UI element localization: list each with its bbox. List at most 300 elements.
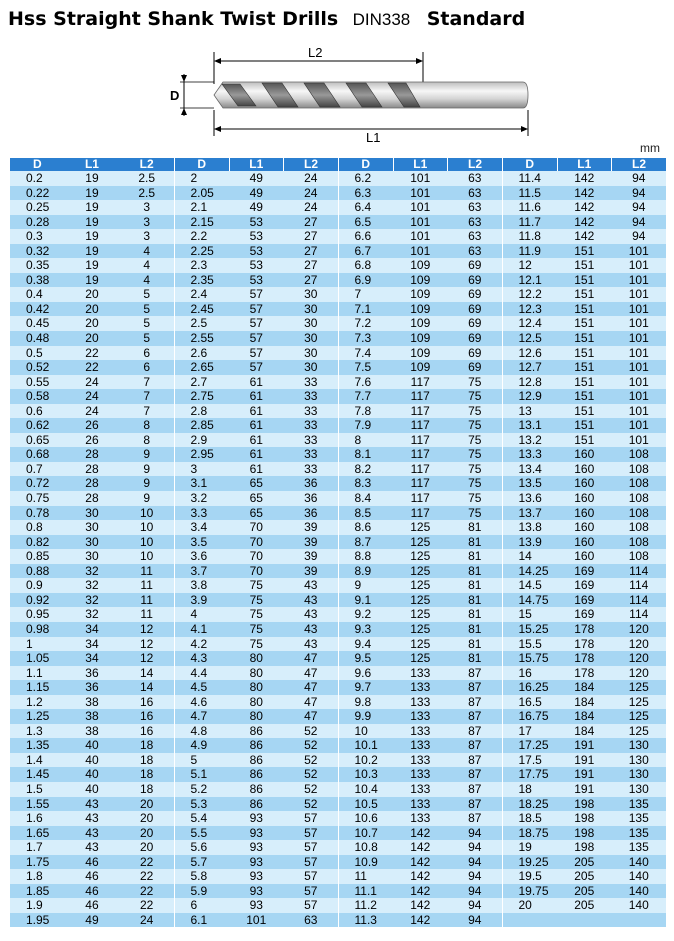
cell-l1: 75 — [229, 622, 284, 637]
cell-l1: 117 — [393, 375, 448, 390]
cell-d: 7.7 — [339, 389, 394, 404]
cell-d: 16.25 — [503, 680, 558, 695]
cell-d: 11.1 — [339, 884, 394, 899]
cell-d: 7.4 — [339, 346, 394, 361]
cell-l2: 43 — [284, 637, 339, 652]
cell-l1: 93 — [229, 840, 284, 855]
cell-d: 2.5 — [175, 316, 230, 331]
table-row — [339, 331, 503, 346]
cell-l1: 151 — [557, 418, 612, 433]
cell-d: 18.5 — [503, 811, 558, 826]
cell-l2: 69 — [448, 360, 503, 375]
cell-l1: 142 — [557, 200, 612, 215]
table-row — [175, 389, 339, 404]
table-row — [10, 404, 174, 419]
cell-d: 1.1 — [10, 666, 65, 681]
cell-d: 2.9 — [175, 433, 230, 448]
cell-d: 8.6 — [339, 520, 394, 535]
cell-l2: 114 — [612, 578, 667, 593]
table-row — [339, 637, 503, 652]
cell-l1: 57 — [229, 346, 284, 361]
table-row — [339, 913, 503, 928]
cell-l1: 49 — [229, 186, 284, 201]
cell-l1: 80 — [229, 695, 284, 710]
table-row — [175, 753, 339, 768]
table-row — [503, 578, 667, 593]
cell-d: 10.6 — [339, 811, 394, 826]
cell-l2: 22 — [119, 869, 174, 884]
table-row — [339, 695, 503, 710]
page-title — [8, 6, 525, 32]
cell-d: 1.5 — [10, 782, 65, 797]
table-row — [503, 738, 667, 753]
cell-l2: 27 — [284, 244, 339, 259]
cell-l2: 108 — [612, 491, 667, 506]
cell-l2: 27 — [284, 215, 339, 230]
cell-l2: 52 — [284, 738, 339, 753]
cell-l1: 24 — [65, 375, 120, 390]
cell-d: 13.4 — [503, 462, 558, 477]
table-row — [175, 244, 339, 259]
cell-l2: 8 — [119, 433, 174, 448]
table-row — [10, 753, 174, 768]
table-row — [339, 229, 503, 244]
cell-l1: 160 — [557, 520, 612, 535]
table-row — [339, 491, 503, 506]
cell-d: 15.75 — [503, 651, 558, 666]
cell-l2: 94 — [612, 171, 667, 186]
cell-d: 1.75 — [10, 855, 65, 870]
cell-l2: 69 — [448, 287, 503, 302]
cell-l2: 63 — [284, 913, 339, 928]
cell-d: 2.4 — [175, 287, 230, 302]
cell-d: 14.25 — [503, 564, 558, 579]
cell-l2: 30 — [284, 360, 339, 375]
cell-d — [503, 913, 558, 928]
cell-l2: 11 — [119, 593, 174, 608]
cell-l1: 70 — [229, 535, 284, 550]
cell-l2: 30 — [284, 331, 339, 346]
cell-d: 0.9 — [10, 578, 65, 593]
table-row — [503, 433, 667, 448]
table-row — [10, 724, 174, 739]
cell-l1: 160 — [557, 491, 612, 506]
cell-l1: 125 — [393, 637, 448, 652]
cell-d: 8.5 — [339, 506, 394, 521]
cell-d: 5.8 — [175, 869, 230, 884]
cell-d: 2.8 — [175, 404, 230, 419]
cell-l2: 101 — [612, 302, 667, 317]
table-row — [503, 753, 667, 768]
cell-l2: 16 — [119, 724, 174, 739]
cell-d: 13.7 — [503, 506, 558, 521]
cell-l2: 18 — [119, 738, 174, 753]
cell-l2: 9 — [119, 476, 174, 491]
table-row — [339, 258, 503, 273]
table-header-row — [175, 158, 339, 171]
cell-l2: 81 — [448, 651, 503, 666]
cell-d: 5.5 — [175, 826, 230, 841]
cell-d: 0.38 — [10, 273, 65, 288]
cell-l1: 75 — [229, 593, 284, 608]
table-row — [339, 680, 503, 695]
cell-l1: 169 — [557, 607, 612, 622]
cell-l1: 24 — [65, 389, 120, 404]
cell-d: 13.6 — [503, 491, 558, 506]
table-row — [503, 404, 667, 419]
table-row — [175, 433, 339, 448]
cell-d: 2.85 — [175, 418, 230, 433]
cell-d: 13.1 — [503, 418, 558, 433]
cell-l2: 108 — [612, 549, 667, 564]
cell-d: 8.9 — [339, 564, 394, 579]
cell-l2: 120 — [612, 666, 667, 681]
table-row — [339, 869, 503, 884]
table-row — [503, 884, 667, 899]
table-block-3 — [338, 158, 502, 927]
cell-l1: 86 — [229, 753, 284, 768]
cell-l1: 178 — [557, 622, 612, 637]
cell-l2: 57 — [284, 826, 339, 841]
standard-code: DIN338 — [352, 10, 411, 29]
cell-l1: 151 — [557, 360, 612, 375]
cell-l2: 30 — [284, 302, 339, 317]
cell-l2: 52 — [284, 797, 339, 812]
cell-l2: 81 — [448, 637, 503, 652]
cell-l2: 75 — [448, 447, 503, 462]
table-row — [175, 913, 339, 928]
cell-d: 10.1 — [339, 738, 394, 753]
cell-d: 3.7 — [175, 564, 230, 579]
cell-l1: 101 — [393, 215, 448, 230]
table-row — [175, 666, 339, 681]
cell-l1: 93 — [229, 898, 284, 913]
cell-l2: 33 — [284, 404, 339, 419]
table-row — [175, 593, 339, 608]
cell-l2: 30 — [284, 287, 339, 302]
cell-d: 3.1 — [175, 476, 230, 491]
cell-l2: 33 — [284, 375, 339, 390]
table-row — [10, 447, 174, 462]
cell-d: 0.3 — [10, 229, 65, 244]
cell-d: 0.65 — [10, 433, 65, 448]
cell-l2: 36 — [284, 506, 339, 521]
cell-d: 0.52 — [10, 360, 65, 375]
cell-l1: 133 — [393, 666, 448, 681]
cell-l1: 30 — [65, 520, 120, 535]
cell-d: 8.8 — [339, 549, 394, 564]
cell-d: 0.5 — [10, 346, 65, 361]
cell-l2: 2.5 — [119, 186, 174, 201]
cell-d: 12.4 — [503, 316, 558, 331]
cell-l1: 86 — [229, 767, 284, 782]
cell-l1: 61 — [229, 447, 284, 462]
cell-l1: 53 — [229, 244, 284, 259]
cell-d: 8.1 — [339, 447, 394, 462]
cell-l1: 125 — [393, 651, 448, 666]
cell-d: 2.7 — [175, 375, 230, 390]
cell-l1 — [557, 913, 612, 928]
table-row — [503, 244, 667, 259]
table-row — [503, 389, 667, 404]
cell-d: 9.9 — [339, 709, 394, 724]
cell-l2: 135 — [612, 797, 667, 812]
cell-l2: 11 — [119, 564, 174, 579]
table-row — [503, 782, 667, 797]
table-row — [10, 258, 174, 273]
table-row — [339, 186, 503, 201]
cell-l1: 142 — [393, 913, 448, 928]
cell-l1: 160 — [557, 476, 612, 491]
cell-l1: 43 — [65, 840, 120, 855]
cell-l2: 81 — [448, 622, 503, 637]
cell-l2: 18 — [119, 767, 174, 782]
cell-l1: 142 — [393, 898, 448, 913]
table-row — [503, 462, 667, 477]
cell-d: 5.3 — [175, 797, 230, 812]
cell-l1: 22 — [65, 360, 120, 375]
cell-l1: 191 — [557, 767, 612, 782]
table-row — [339, 782, 503, 797]
cell-l1: 133 — [393, 724, 448, 739]
table-row — [175, 840, 339, 855]
cell-d: 4.1 — [175, 622, 230, 637]
table-row — [339, 753, 503, 768]
cell-d: 8 — [339, 433, 394, 448]
cell-l2: 63 — [448, 200, 503, 215]
cell-l1: 117 — [393, 491, 448, 506]
cell-l2: 39 — [284, 564, 339, 579]
cell-d: 6.4 — [339, 200, 394, 215]
table-row — [10, 375, 174, 390]
cell-l2: 81 — [448, 593, 503, 608]
table-header-row — [339, 158, 503, 171]
cell-d: 1.45 — [10, 767, 65, 782]
cell-l1: 178 — [557, 651, 612, 666]
cell-d: 0.98 — [10, 622, 65, 637]
header-d: D — [175, 158, 230, 171]
cell-d: 0.95 — [10, 607, 65, 622]
table-row — [503, 724, 667, 739]
cell-l2 — [612, 913, 667, 928]
cell-l2: 108 — [612, 447, 667, 462]
cell-l2: 101 — [612, 375, 667, 390]
table-row — [10, 564, 174, 579]
cell-l2: 63 — [448, 215, 503, 230]
cell-l2: 9 — [119, 447, 174, 462]
table-row — [339, 520, 503, 535]
table-row — [175, 695, 339, 710]
cell-l1: 205 — [557, 869, 612, 884]
cell-d: 18 — [503, 782, 558, 797]
cell-l1: 169 — [557, 564, 612, 579]
cell-l2: 30 — [284, 346, 339, 361]
cell-d: 1.55 — [10, 797, 65, 812]
cell-l2: 101 — [612, 360, 667, 375]
cell-d: 0.4 — [10, 287, 65, 302]
cell-d: 12.6 — [503, 346, 558, 361]
cell-l1: 151 — [557, 375, 612, 390]
table-row — [10, 418, 174, 433]
cell-l2: 101 — [612, 258, 667, 273]
cell-l2: 52 — [284, 724, 339, 739]
cell-l1: 86 — [229, 782, 284, 797]
cell-d: 19.5 — [503, 869, 558, 884]
table-row — [339, 433, 503, 448]
table-block-1 — [10, 158, 174, 927]
table-row — [503, 840, 667, 855]
cell-d: 12 — [503, 258, 558, 273]
table-row — [175, 346, 339, 361]
cell-d: 6.2 — [339, 171, 394, 186]
cell-l1: 151 — [557, 258, 612, 273]
cell-l2: 87 — [448, 695, 503, 710]
table-row — [175, 375, 339, 390]
cell-l2: 87 — [448, 811, 503, 826]
table-row — [175, 826, 339, 841]
table-row — [175, 258, 339, 273]
cell-d: 0.62 — [10, 418, 65, 433]
cell-d: 2.95 — [175, 447, 230, 462]
cell-l1: 191 — [557, 753, 612, 768]
cell-d: 11.4 — [503, 171, 558, 186]
table-row — [503, 375, 667, 390]
cell-l2: 6 — [119, 360, 174, 375]
cell-l1: 133 — [393, 782, 448, 797]
cell-d: 1.9 — [10, 898, 65, 913]
table-row — [339, 447, 503, 462]
cell-l1: 117 — [393, 389, 448, 404]
cell-l1: 32 — [65, 578, 120, 593]
cell-l1: 57 — [229, 360, 284, 375]
cell-l2: 114 — [612, 593, 667, 608]
table-row — [339, 593, 503, 608]
table-row — [10, 607, 174, 622]
cell-d: 6.6 — [339, 229, 394, 244]
cell-d: 6.8 — [339, 258, 394, 273]
cell-l1: 93 — [229, 855, 284, 870]
cell-l2: 4 — [119, 244, 174, 259]
cell-d: 5 — [175, 753, 230, 768]
cell-d: 17.5 — [503, 753, 558, 768]
table-row — [175, 564, 339, 579]
cell-l1: 38 — [65, 695, 120, 710]
cell-l1: 20 — [65, 287, 120, 302]
cell-l1: 133 — [393, 753, 448, 768]
cell-d: 0.6 — [10, 404, 65, 419]
cell-l2: 101 — [612, 346, 667, 361]
cell-l1: 142 — [557, 171, 612, 186]
table-row — [339, 200, 503, 215]
cell-d: 4.6 — [175, 695, 230, 710]
cell-l2: 140 — [612, 884, 667, 899]
cell-l1: 101 — [229, 913, 284, 928]
cell-d: 7.1 — [339, 302, 394, 317]
cell-l2: 30 — [284, 316, 339, 331]
cell-l1: 109 — [393, 360, 448, 375]
cell-l2: 75 — [448, 375, 503, 390]
cell-l2: 5 — [119, 302, 174, 317]
cell-d: 1.7 — [10, 840, 65, 855]
cell-l2: 135 — [612, 840, 667, 855]
table-row — [503, 855, 667, 870]
cell-l2: 87 — [448, 680, 503, 695]
table-row — [10, 462, 174, 477]
cell-d: 14.75 — [503, 593, 558, 608]
cell-l1: 109 — [393, 302, 448, 317]
cell-l2: 43 — [284, 593, 339, 608]
table-row — [339, 651, 503, 666]
cell-d: 0.8 — [10, 520, 65, 535]
cell-d: 13.3 — [503, 447, 558, 462]
cell-l2: 101 — [612, 244, 667, 259]
cell-l1: 61 — [229, 433, 284, 448]
cell-l2: 108 — [612, 462, 667, 477]
table-row — [10, 360, 174, 375]
cell-l1: 80 — [229, 680, 284, 695]
cell-l1: 53 — [229, 215, 284, 230]
cell-d: 3 — [175, 462, 230, 477]
cell-d: 9.2 — [339, 607, 394, 622]
cell-l1: 125 — [393, 578, 448, 593]
cell-d: 3.5 — [175, 535, 230, 550]
cell-d: 12.9 — [503, 389, 558, 404]
cell-l1: 93 — [229, 884, 284, 899]
cell-l2: 24 — [284, 200, 339, 215]
cell-d: 9.1 — [339, 593, 394, 608]
header-d: D — [10, 158, 65, 171]
cell-d: 17 — [503, 724, 558, 739]
cell-l1: 160 — [557, 462, 612, 477]
cell-d: 16 — [503, 666, 558, 681]
cell-d: 17.75 — [503, 767, 558, 782]
table-row — [339, 171, 503, 186]
cell-l1: 46 — [65, 869, 120, 884]
cell-l2: 87 — [448, 753, 503, 768]
cell-l1: 101 — [393, 200, 448, 215]
cell-l2: 101 — [612, 331, 667, 346]
cell-l1: 205 — [557, 884, 612, 899]
table-row — [339, 840, 503, 855]
cell-d: 0.55 — [10, 375, 65, 390]
table-row — [10, 506, 174, 521]
table-row — [10, 389, 174, 404]
cell-l1: 169 — [557, 578, 612, 593]
cell-l2: 101 — [612, 389, 667, 404]
cell-l2: 81 — [448, 520, 503, 535]
cell-l1: 19 — [65, 244, 120, 259]
cell-l2: 36 — [284, 476, 339, 491]
drill-size-table — [10, 158, 174, 927]
cell-l1: 142 — [393, 855, 448, 870]
cell-d: 3.8 — [175, 578, 230, 593]
cell-l1: 109 — [393, 316, 448, 331]
title-main: Hss Straight Shank Twist Drills — [8, 8, 339, 30]
cell-l2: 22 — [119, 884, 174, 899]
standard-label: Standard — [426, 8, 526, 30]
cell-l2: 7 — [119, 389, 174, 404]
twist-drill-drawing — [170, 44, 540, 144]
table-row — [503, 651, 667, 666]
cell-d: 10.7 — [339, 826, 394, 841]
cell-l1: 117 — [393, 476, 448, 491]
cell-d: 1.6 — [10, 811, 65, 826]
cell-l2: 57 — [284, 869, 339, 884]
table-row — [175, 506, 339, 521]
cell-l2: 69 — [448, 273, 503, 288]
table-row — [339, 360, 503, 375]
cell-d: 1.05 — [10, 651, 65, 666]
